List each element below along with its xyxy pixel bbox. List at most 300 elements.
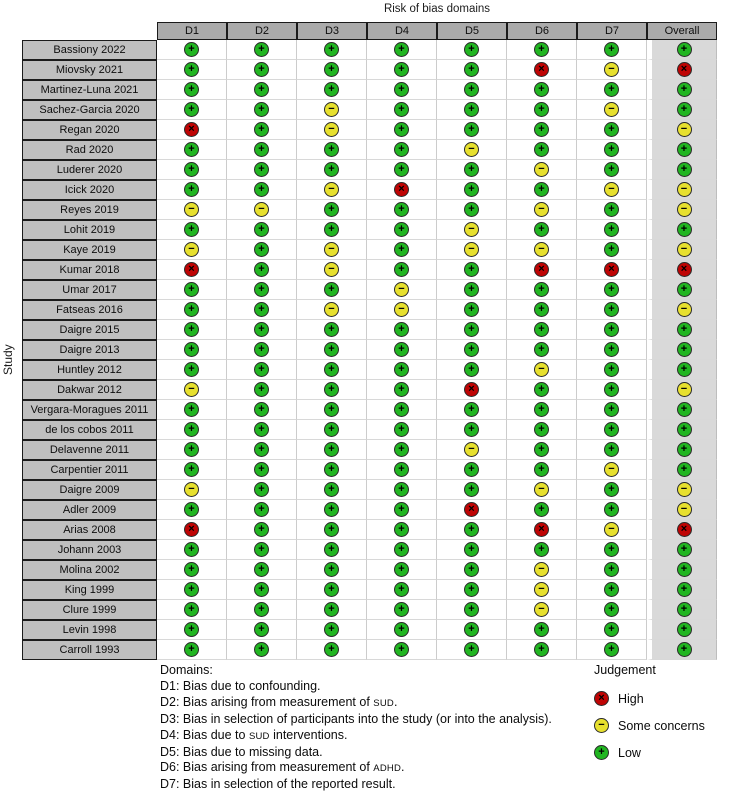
judgement-cell	[227, 360, 297, 380]
judgement-low-icon: +	[677, 602, 692, 617]
judgement-low-icon: +	[184, 282, 199, 297]
judgement-cell	[577, 540, 647, 560]
judgement-cell	[507, 520, 577, 540]
judgement-low-icon: +	[464, 162, 479, 177]
judgement-cell	[647, 340, 717, 360]
judgement-low-icon: +	[534, 642, 549, 657]
judgement-some-icon: −	[677, 482, 692, 497]
judgement-cell	[507, 40, 577, 60]
judgement-cell	[227, 480, 297, 500]
judgement-cell	[227, 620, 297, 640]
judgement-low-icon: +	[184, 362, 199, 377]
judgement-cell	[157, 440, 227, 460]
judgement-cell	[437, 520, 507, 540]
judgement-low-icon: +	[604, 42, 619, 57]
judgement-low-icon: +	[324, 542, 339, 557]
judgement-low-icon: +	[394, 642, 409, 657]
judgement-cell	[227, 240, 297, 260]
judgement-low-icon: +	[394, 202, 409, 217]
table-corner	[22, 22, 157, 40]
legend-title: Judgement	[594, 663, 656, 677]
judgement-cell	[577, 600, 647, 620]
domain-definition	[160, 745, 552, 761]
judgement-cell	[577, 620, 647, 640]
judgement-cell	[227, 100, 297, 120]
study-label: Carpentier 2011	[22, 460, 157, 480]
judgement-low-icon: +	[254, 282, 269, 297]
judgement-low-icon: +	[677, 642, 692, 657]
judgement-cell	[227, 560, 297, 580]
judgement-cell	[157, 600, 227, 620]
judgement-cell	[647, 80, 717, 100]
judgement-low-icon: +	[254, 642, 269, 657]
judgement-some-icon: −	[604, 182, 619, 197]
judgement-high-icon: ×	[464, 382, 479, 397]
judgement-cell	[577, 120, 647, 140]
judgement-cell	[507, 480, 577, 500]
judgement-cell	[227, 340, 297, 360]
judgement-low-icon: +	[394, 122, 409, 137]
judgement-cell	[577, 580, 647, 600]
judgement-low-icon: +	[604, 82, 619, 97]
judgement-cell	[577, 500, 647, 520]
judgement-some-icon: −	[184, 202, 199, 217]
judgement-low-icon: +	[464, 562, 479, 577]
judgement-cell	[577, 360, 647, 380]
domain-text: .	[401, 760, 405, 775]
judgement-cell	[157, 480, 227, 500]
judgement-cell	[297, 80, 367, 100]
judgement-low-icon: +	[324, 282, 339, 297]
judgement-cell	[367, 340, 437, 360]
domain-text: D3: Bias in selection of participants into the study (or into the analysis).	[160, 711, 552, 726]
judgement-low-icon: +	[677, 442, 692, 457]
judgement-cell	[647, 100, 717, 120]
judgement-cell	[367, 400, 437, 420]
judgement-cell	[297, 340, 367, 360]
judgement-cell	[157, 180, 227, 200]
judgement-low-icon: +	[254, 602, 269, 617]
judgement-low-icon: +	[604, 202, 619, 217]
judgement-low-icon: +	[534, 302, 549, 317]
judgement-cell	[367, 580, 437, 600]
judgement-low-icon: +	[394, 162, 409, 177]
judgement-cell	[577, 60, 647, 80]
judgement-low-icon: +	[677, 562, 692, 577]
judgement-low-icon: +	[254, 442, 269, 457]
smallcaps-term: ADHD	[373, 763, 401, 775]
judgement-some-icon: −	[464, 222, 479, 237]
judgement-cell	[367, 620, 437, 640]
judgement-cell	[577, 460, 647, 480]
judgement-low-icon: +	[534, 402, 549, 417]
judgement-low-icon: +	[394, 562, 409, 577]
study-label: Daigre 2015	[22, 320, 157, 340]
study-label: Daigre 2013	[22, 340, 157, 360]
judgement-low-icon: +	[464, 282, 479, 297]
judgement-low-icon: +	[394, 262, 409, 277]
judgement-cell	[437, 200, 507, 220]
legend-low-icon: +	[594, 745, 609, 760]
judgement-cell	[297, 120, 367, 140]
judgement-low-icon: +	[677, 622, 692, 637]
judgement-low-icon: +	[677, 162, 692, 177]
judgement-cell	[437, 260, 507, 280]
judgement-cell	[297, 460, 367, 480]
column-header-d1: D1	[157, 22, 227, 40]
judgement-some-icon: −	[324, 262, 339, 277]
judgement-low-icon: +	[604, 242, 619, 257]
judgement-cell	[437, 600, 507, 620]
judgement-cell	[577, 40, 647, 60]
judgement-cell	[507, 440, 577, 460]
judgement-high-icon: ×	[534, 522, 549, 537]
judgement-low-icon: +	[534, 42, 549, 57]
judgement-cell	[227, 460, 297, 480]
judgement-low-icon: +	[254, 102, 269, 117]
judgement-low-icon: +	[324, 362, 339, 377]
study-label: Daigre 2009	[22, 480, 157, 500]
judgement-low-icon: +	[677, 102, 692, 117]
judgement-low-icon: +	[464, 642, 479, 657]
domain-text: D5: Bias due to missing data.	[160, 744, 323, 759]
judgement-cell	[297, 500, 367, 520]
judgement-cell	[367, 60, 437, 80]
judgement-cell	[577, 100, 647, 120]
judgement-cell	[647, 620, 717, 640]
judgement-low-icon: +	[184, 542, 199, 557]
judgement-low-icon: +	[464, 62, 479, 77]
judgement-low-icon: +	[464, 202, 479, 217]
judgement-cell	[367, 320, 437, 340]
judgement-some-icon: −	[677, 382, 692, 397]
judgement-cell	[227, 320, 297, 340]
study-label: Lohit 2019	[22, 220, 157, 240]
judgement-low-icon: +	[184, 342, 199, 357]
judgement-low-icon: +	[254, 262, 269, 277]
judgement-cell	[507, 120, 577, 140]
judgement-cell	[297, 440, 367, 460]
judgement-low-icon: +	[254, 222, 269, 237]
column-header-overall: Overall	[647, 22, 717, 40]
judgement-low-icon: +	[324, 582, 339, 597]
judgement-low-icon: +	[604, 302, 619, 317]
judgement-low-icon: +	[184, 322, 199, 337]
judgement-cell	[297, 560, 367, 580]
judgement-cell	[507, 620, 577, 640]
judgement-low-icon: +	[677, 322, 692, 337]
judgement-low-icon: +	[254, 422, 269, 437]
judgement-cell	[157, 540, 227, 560]
judgement-low-icon: +	[394, 482, 409, 497]
judgement-low-icon: +	[254, 522, 269, 537]
judgement-cell	[297, 300, 367, 320]
judgement-low-icon: +	[464, 402, 479, 417]
study-label: Kaye 2019	[22, 240, 157, 260]
judgement-cell	[577, 200, 647, 220]
judgement-cell	[367, 540, 437, 560]
judgement-cell	[157, 220, 227, 240]
judgement-low-icon: +	[464, 82, 479, 97]
judgement-cell	[507, 300, 577, 320]
judgement-some-icon: −	[394, 302, 409, 317]
judgement-low-icon: +	[324, 82, 339, 97]
judgement-cell	[577, 420, 647, 440]
judgement-low-icon: +	[184, 222, 199, 237]
judgement-low-icon: +	[604, 342, 619, 357]
judgement-cell	[157, 200, 227, 220]
column-header-d2: D2	[227, 22, 297, 40]
judgement-low-icon: +	[464, 122, 479, 137]
judgement-low-icon: +	[534, 502, 549, 517]
judgement-cell	[647, 260, 717, 280]
legend-label: Some concerns	[618, 718, 705, 733]
judgement-cell	[297, 620, 367, 640]
domain-definition	[160, 777, 552, 792]
judgement-some-icon: −	[604, 522, 619, 537]
judgement-high-icon: ×	[464, 502, 479, 517]
study-label: Luderer 2020	[22, 160, 157, 180]
judgement-cell	[437, 60, 507, 80]
judgement-cell	[367, 140, 437, 160]
judgement-cell	[647, 460, 717, 480]
judgement-low-icon: +	[534, 462, 549, 477]
judgement-cell	[297, 200, 367, 220]
judgement-low-icon: +	[394, 362, 409, 377]
domain-definitions	[160, 679, 552, 792]
judgement-low-icon: +	[324, 42, 339, 57]
judgement-cell	[437, 480, 507, 500]
judgement-low-icon: +	[534, 122, 549, 137]
judgement-cell	[367, 80, 437, 100]
smallcaps-term: SUD	[373, 697, 394, 709]
judgement-low-icon: +	[604, 642, 619, 657]
domain-text: D2: Bias arising from measurement of	[160, 694, 374, 709]
judgement-low-icon: +	[254, 42, 269, 57]
judgement-low-icon: +	[324, 382, 339, 397]
judgement-cell	[577, 280, 647, 300]
judgement-low-icon: +	[324, 562, 339, 577]
judgement-low-icon: +	[604, 442, 619, 457]
judgement-low-icon: +	[604, 502, 619, 517]
judgement-legend	[594, 663, 705, 766]
domain-text: D4: Bias due to	[160, 727, 249, 742]
judgement-cell	[647, 60, 717, 80]
judgement-some-icon: −	[324, 102, 339, 117]
study-label: de los cobos 2011	[22, 420, 157, 440]
judgement-cell	[437, 180, 507, 200]
judgement-cell	[647, 560, 717, 580]
judgement-low-icon: +	[254, 342, 269, 357]
judgement-low-icon: +	[184, 82, 199, 97]
judgement-low-icon: +	[184, 142, 199, 157]
judgement-cell	[647, 600, 717, 620]
judgement-cell	[437, 560, 507, 580]
judgement-low-icon: +	[394, 462, 409, 477]
judgement-cell	[647, 520, 717, 540]
judgement-cell	[297, 640, 367, 660]
judgement-cell	[437, 280, 507, 300]
judgement-cell	[227, 160, 297, 180]
study-label: Fatseas 2016	[22, 300, 157, 320]
judgement-low-icon: +	[534, 542, 549, 557]
judgement-low-icon: +	[184, 182, 199, 197]
judgement-low-icon: +	[254, 542, 269, 557]
study-label: Miovsky 2021	[22, 60, 157, 80]
judgement-low-icon: +	[534, 102, 549, 117]
judgement-low-icon: +	[184, 442, 199, 457]
judgement-low-icon: +	[184, 162, 199, 177]
judgement-cell	[437, 580, 507, 600]
judgement-cell	[647, 380, 717, 400]
legend-label: Low	[618, 745, 641, 760]
judgement-cell	[297, 140, 367, 160]
judgement-high-icon: ×	[604, 262, 619, 277]
study-label: Bassiony 2022	[22, 40, 157, 60]
judgement-cell	[157, 400, 227, 420]
judgement-cell	[437, 320, 507, 340]
judgement-low-icon: +	[394, 242, 409, 257]
judgement-low-icon: +	[394, 82, 409, 97]
study-label: Reyes 2019	[22, 200, 157, 220]
study-label: Regan 2020	[22, 120, 157, 140]
judgement-some-icon: −	[677, 122, 692, 137]
judgement-low-icon: +	[604, 362, 619, 377]
judgement-cell	[647, 200, 717, 220]
judgement-high-icon: ×	[184, 262, 199, 277]
judgement-cell	[157, 460, 227, 480]
risk-of-bias-table	[22, 22, 717, 660]
smallcaps-term: SUD	[248, 730, 270, 742]
judgement-low-icon: +	[604, 622, 619, 637]
judgement-low-icon: +	[324, 482, 339, 497]
judgement-cell	[297, 40, 367, 60]
judgement-low-icon: +	[254, 502, 269, 517]
domains-heading: Domains:	[160, 663, 213, 677]
judgement-low-icon: +	[534, 282, 549, 297]
judgement-low-icon: +	[464, 422, 479, 437]
judgement-cell	[227, 540, 297, 560]
judgement-low-icon: +	[254, 362, 269, 377]
judgement-cell	[507, 200, 577, 220]
judgement-cell	[577, 520, 647, 540]
judgement-some-icon: −	[464, 442, 479, 457]
judgement-cell	[227, 380, 297, 400]
judgement-low-icon: +	[464, 42, 479, 57]
judgement-cell	[297, 180, 367, 200]
judgement-low-icon: +	[324, 202, 339, 217]
judgement-cell	[647, 640, 717, 660]
judgement-cell	[157, 80, 227, 100]
judgement-cell	[437, 500, 507, 520]
judgement-low-icon: +	[394, 342, 409, 357]
legend-item-high	[594, 685, 705, 712]
judgement-cell	[507, 500, 577, 520]
judgement-cell	[437, 300, 507, 320]
judgement-cell	[507, 80, 577, 100]
judgement-cell	[157, 340, 227, 360]
judgement-cell	[227, 80, 297, 100]
judgement-low-icon: +	[604, 562, 619, 577]
judgement-some-icon: −	[184, 382, 199, 397]
judgement-low-icon: +	[534, 322, 549, 337]
judgement-low-icon: +	[254, 582, 269, 597]
judgement-some-icon: −	[677, 202, 692, 217]
judgement-cell	[367, 500, 437, 520]
judgement-cell	[367, 560, 437, 580]
domain-text: D1: Bias due to confounding.	[160, 678, 321, 693]
column-header-d3: D3	[297, 22, 367, 40]
judgement-cell	[297, 260, 367, 280]
judgement-cell	[157, 300, 227, 320]
judgement-some-icon: −	[394, 282, 409, 297]
judgement-cell	[157, 560, 227, 580]
judgement-cell	[297, 360, 367, 380]
judgement-low-icon: +	[677, 282, 692, 297]
domain-definition	[160, 728, 552, 745]
judgement-cell	[157, 280, 227, 300]
judgement-cell	[157, 640, 227, 660]
judgement-low-icon: +	[677, 142, 692, 157]
study-label: Huntley 2012	[22, 360, 157, 380]
y-axis-label: Study	[1, 344, 15, 376]
judgement-cell	[157, 620, 227, 640]
judgement-cell	[297, 60, 367, 80]
judgement-low-icon: +	[677, 42, 692, 57]
study-label: Rad 2020	[22, 140, 157, 160]
judgement-cell	[157, 520, 227, 540]
judgement-cell	[437, 140, 507, 160]
judgement-cell	[227, 420, 297, 440]
judgement-some-icon: −	[324, 242, 339, 257]
judgement-low-icon: +	[254, 122, 269, 137]
judgement-cell	[227, 60, 297, 80]
judgement-cell	[297, 380, 367, 400]
judgement-cell	[437, 240, 507, 260]
judgement-low-icon: +	[254, 562, 269, 577]
judgement-low-icon: +	[604, 382, 619, 397]
judgement-cell	[647, 420, 717, 440]
study-label: Dakwar 2012	[22, 380, 157, 400]
judgement-cell	[577, 440, 647, 460]
judgement-low-icon: +	[464, 322, 479, 337]
study-label: Johann 2003	[22, 540, 157, 560]
judgement-cell	[227, 40, 297, 60]
study-label: Molina 2002	[22, 560, 157, 580]
judgement-cell	[157, 380, 227, 400]
judgement-cell	[577, 340, 647, 360]
judgement-some-icon: −	[464, 142, 479, 157]
judgement-low-icon: +	[394, 542, 409, 557]
study-label: Martinez-Luna 2021	[22, 80, 157, 100]
judgement-cell	[647, 40, 717, 60]
judgement-cell	[507, 280, 577, 300]
judgement-low-icon: +	[324, 442, 339, 457]
domain-definition	[160, 679, 552, 695]
judgement-cell	[227, 580, 297, 600]
study-label: Clure 1999	[22, 600, 157, 620]
judgement-some-icon: −	[324, 302, 339, 317]
judgement-cell	[507, 160, 577, 180]
judgement-low-icon: +	[604, 222, 619, 237]
judgement-some-icon: −	[184, 482, 199, 497]
judgement-cell	[577, 480, 647, 500]
judgement-cell	[647, 360, 717, 380]
judgement-cell	[367, 260, 437, 280]
judgement-cell	[507, 260, 577, 280]
judgement-low-icon: +	[534, 222, 549, 237]
judgement-cell	[507, 360, 577, 380]
